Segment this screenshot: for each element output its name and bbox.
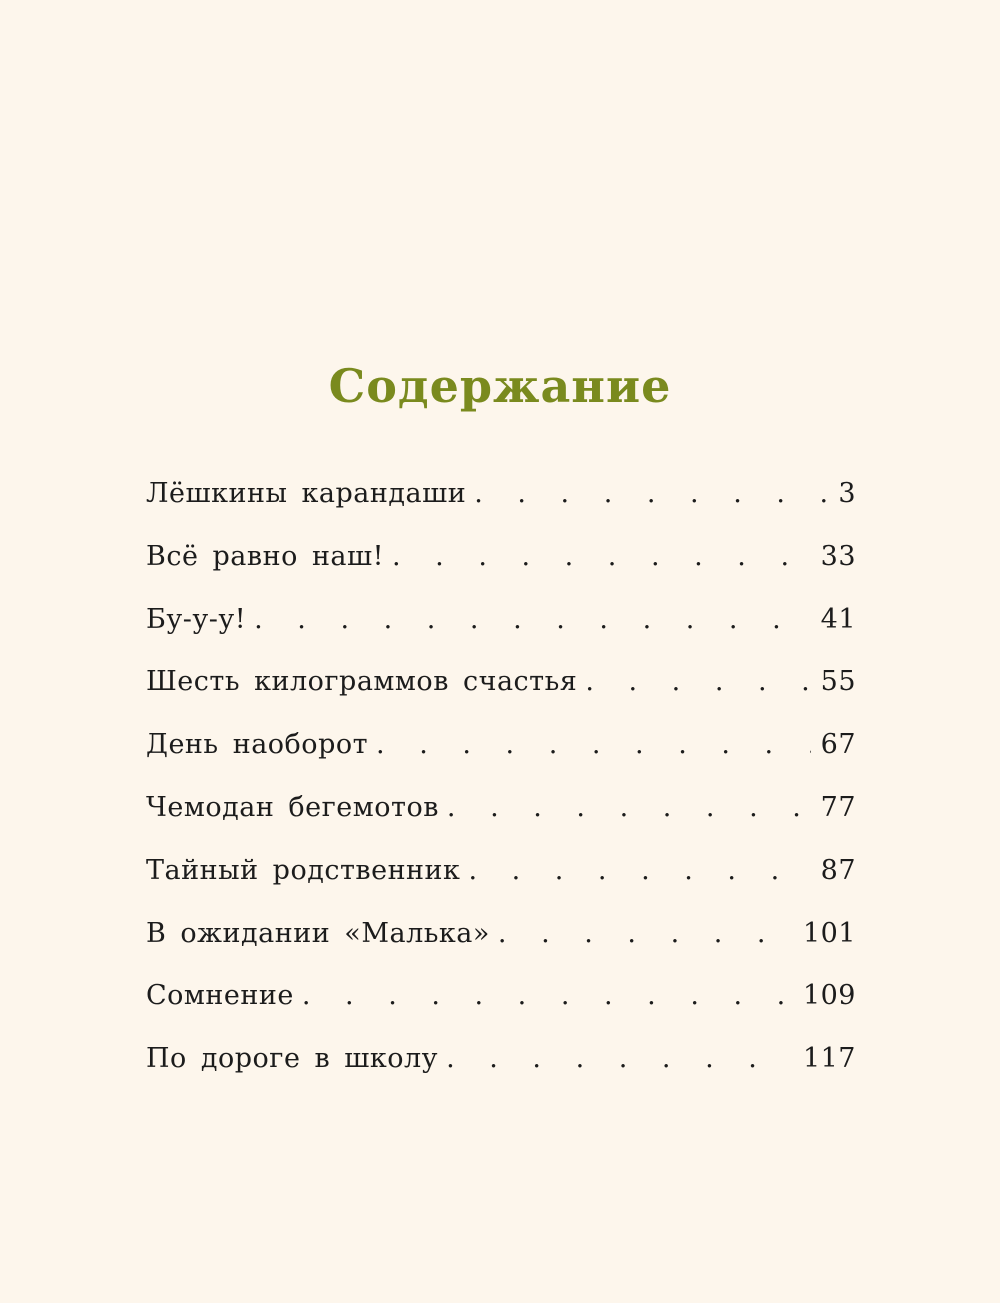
toc-entry-page-number: 77 (820, 791, 856, 823)
dot-leader (368, 721, 811, 769)
toc-entry-page-number: 41 (820, 603, 856, 635)
dot-leader (460, 847, 810, 895)
toc-entry-title: По дороге в школу (146, 1043, 439, 1075)
toc-entry (146, 784, 856, 847)
dot-leader (294, 972, 793, 1020)
toc-entry-page-number: 101 (802, 917, 856, 949)
toc-entry-page-number: 109 (802, 980, 856, 1012)
page-title: Содержание (328, 359, 672, 413)
toc-entry (146, 910, 856, 973)
toc-entry-title: Лёшкины карандаши (146, 478, 467, 509)
dot-leader (466, 470, 828, 518)
toc-entry (146, 847, 856, 910)
toc-entry (146, 972, 856, 1035)
toc-entry-page-number: 33 (820, 540, 856, 572)
toc-entry-page-number: 67 (820, 729, 856, 761)
toc-entry-title: Сомнение (146, 980, 294, 1012)
dot-leader (490, 910, 793, 958)
toc-entry (146, 1035, 856, 1098)
toc-entry-title: В ожидании «Малька» (146, 917, 490, 949)
table-of-contents (146, 470, 856, 1098)
toc-entry-title: Чемодан бегемотов (146, 791, 439, 823)
dot-leader (577, 658, 810, 706)
toc-entry-title: Бу-у-у! (146, 603, 247, 635)
toc-entry-title: Всё равно наш! (146, 540, 384, 572)
toc-entry (146, 533, 856, 596)
dot-leader (439, 784, 811, 832)
toc-entry-title: День наоборот (146, 729, 369, 761)
toc-entry-page-number: 3 (838, 478, 856, 509)
dot-leader (246, 596, 811, 644)
toc-entry (146, 470, 856, 533)
toc-entry-title: Шесть килограммов счастья (146, 666, 578, 698)
toc-entry-title: Тайный родственник (146, 854, 461, 886)
dot-leader (384, 533, 811, 581)
toc-entry-page-number: 55 (820, 666, 856, 698)
toc-entry (146, 658, 856, 721)
toc-entry (146, 596, 856, 659)
toc-entry (146, 721, 856, 784)
toc-entry-page-number: 117 (802, 1043, 856, 1075)
dot-leader (438, 1035, 793, 1083)
toc-entry-page-number: 87 (820, 854, 856, 886)
